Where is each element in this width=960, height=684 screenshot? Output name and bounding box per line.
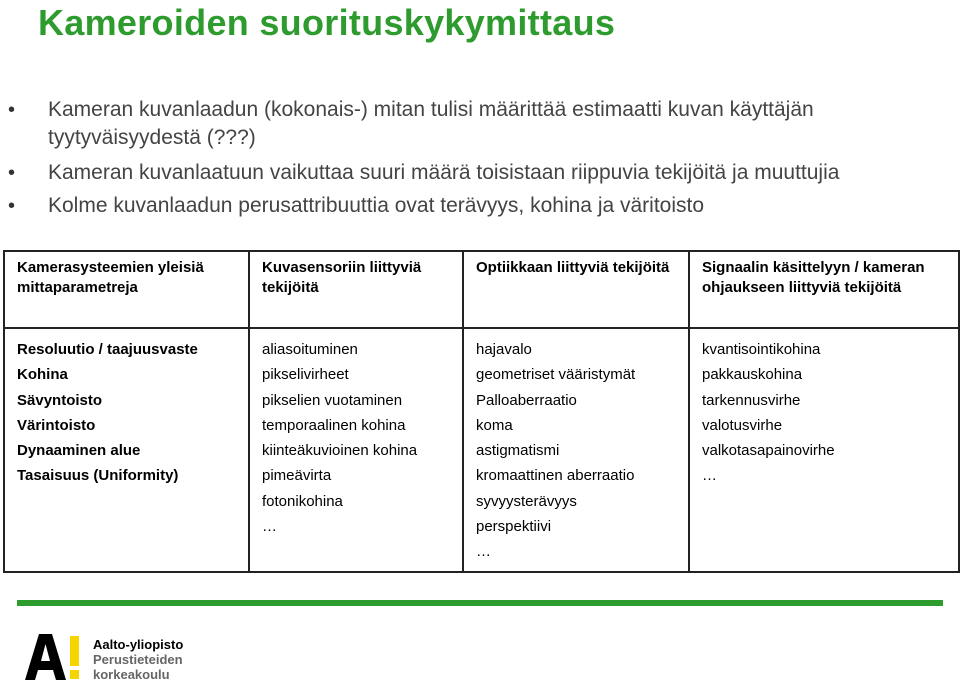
aalto-logo-icon: [25, 634, 83, 680]
optics-factors-list: [476, 337, 676, 565]
logo-line-3: korkeakoulu: [93, 667, 170, 682]
list-item: tarkennusvirhe: [702, 391, 801, 409]
list-item: koma: [476, 416, 513, 434]
sensor-factors-cell: [249, 328, 463, 572]
header-sensor-factors: Kuvasensoriin liittyviä tekijöitä: [249, 251, 463, 328]
list-item: syvyysterävyys: [476, 492, 577, 510]
aalto-logo: [25, 634, 225, 684]
list-item: kromaattinen aberraatio: [476, 467, 635, 485]
parameters-table: [3, 250, 960, 573]
list-item: kvantisointikohina: [702, 341, 821, 358]
list-item: aliasoituminen: [262, 341, 358, 358]
list-item: astigmatismi: [476, 442, 560, 460]
list-item: temporaalinen kohina: [262, 416, 406, 434]
list-item: Dynaaminen alue: [17, 442, 141, 460]
bullet-item: • Kameran kuvanlaadun (kokonais-) mitan tulisi määrittää estimaatti kuvan käyttäjän tyytyväisyydestä (???): [6, 96, 946, 152]
list-item: Resoluutio / taajuusvaste: [17, 341, 198, 358]
list-item: geometriset vääristymät: [476, 366, 636, 384]
page-title: Kameroiden suorituskykymittaus: [38, 2, 616, 43]
sensor-factors-list: [262, 337, 450, 539]
header-signal-processing-factors: Signaalin käsittelyyn / kameran ohjaukseen liittyviä tekijöitä: [689, 251, 959, 328]
bullet-list: [6, 96, 946, 227]
signal-processing-factors-cell: [689, 328, 959, 572]
general-parameters-cell: [4, 328, 249, 572]
list-item: …: [702, 467, 717, 485]
list-item: …: [476, 543, 491, 561]
list-item: perspektiivi: [476, 518, 552, 536]
table-body-row: [4, 328, 959, 572]
signal-processing-factors-list: [702, 337, 946, 489]
list-item: Palloaberraatio: [476, 391, 577, 409]
list-item: pimeävirta: [262, 467, 332, 485]
list-item: Kohina: [17, 366, 68, 384]
list-item: pikselien vuotaminen: [262, 391, 403, 409]
header-general-parameters: Kamerasysteemien yleisiä mittaparametreja: [4, 251, 249, 328]
accent-bar: [17, 600, 943, 606]
list-item: pakkauskohina: [702, 366, 803, 384]
table-header-row: [4, 251, 959, 328]
list-item: valotusvirhe: [702, 416, 783, 434]
list-item: …: [262, 518, 277, 536]
list-item: kiinteäkuvioinen kohina: [262, 442, 418, 460]
header-optics-factors: Optiikkaan liittyviä tekijöitä: [463, 251, 689, 328]
logo-text: [93, 637, 183, 682]
bullet-item: • Kameran kuvanlaatuun vaikuttaa suuri määrä toisistaan riippuvia tekijöitä ja muuttujia: [6, 159, 946, 187]
list-item: fotonikohina: [262, 492, 343, 510]
list-item: pikselivirheet: [262, 366, 349, 384]
list-item: valkotasapainovirhe: [702, 442, 835, 460]
list-item: Sävyntoisto: [17, 391, 103, 409]
bullet-item: • Kolme kuvanlaadun perusattribuuttia ovat terävyys, kohina ja väritoisto: [6, 192, 946, 220]
list-item: Tasaisuus (Uniformity): [17, 467, 179, 485]
logo-line-2: Perustieteiden: [93, 652, 183, 667]
logo-line-1: Aalto-yliopisto: [93, 637, 184, 652]
general-parameters-list: [17, 337, 236, 489]
list-item: Värintoisto: [17, 416, 96, 434]
list-item: hajavalo: [476, 341, 532, 358]
optics-factors-cell: [463, 328, 689, 572]
